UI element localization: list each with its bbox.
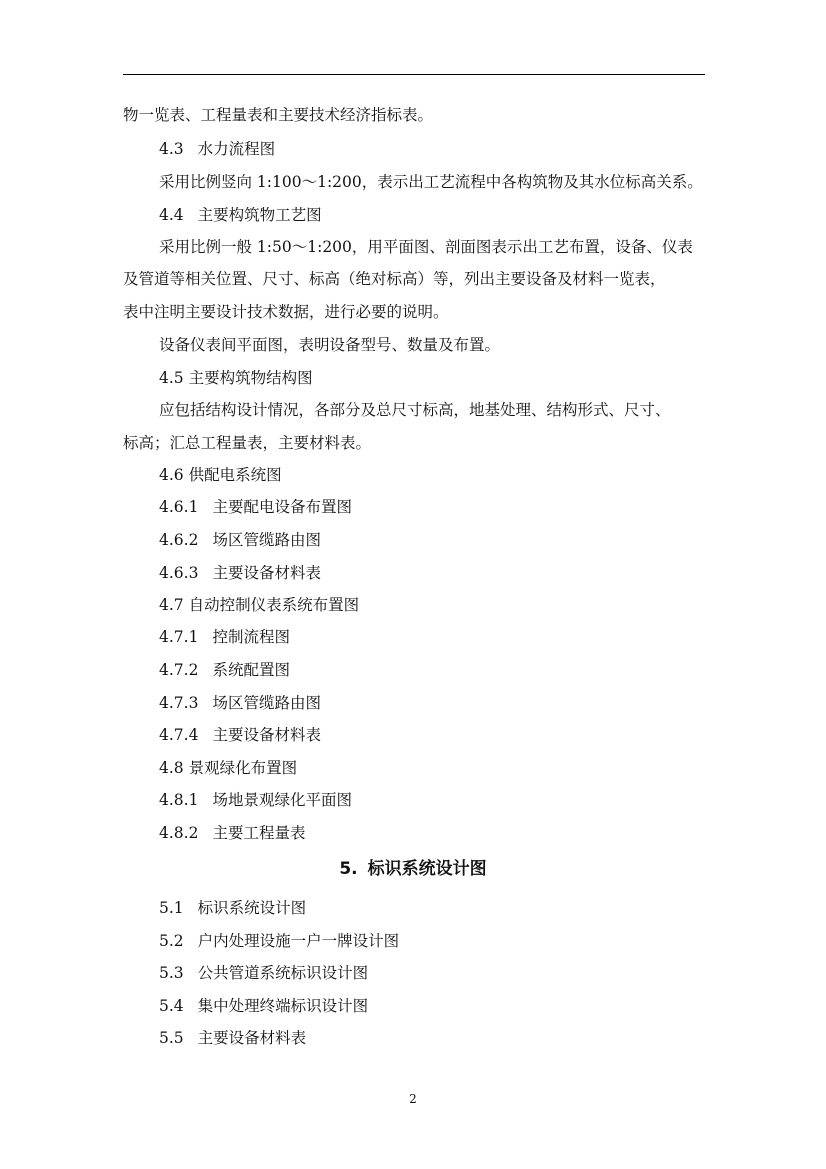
paragraph-line: 应包括结构设计情况，各部分及总尺寸标高，地基处理、结构形式、尺寸、 xyxy=(159,401,671,419)
section-title: 系统配置图 xyxy=(212,661,290,679)
section-4-7-4 xyxy=(159,725,321,745)
section-5-3 xyxy=(159,963,368,983)
section-4-7: 4.7 自动控制仪表系统布置图 xyxy=(159,596,360,614)
paragraph-continuation: 物一览表、工程量表和主要技术经济指标表。 xyxy=(123,106,434,124)
section-number: 4.6.3 xyxy=(159,564,199,582)
section-number: 4.7.3 xyxy=(159,694,199,712)
section-number: 4.7.4 xyxy=(159,726,199,744)
section-title: 主要配电设备布置图 xyxy=(212,498,352,516)
section-5-2 xyxy=(159,931,399,951)
section-number: 4.7.1 xyxy=(159,628,199,646)
section-number: 4.8.1 xyxy=(159,791,199,809)
section-4-6: 4.6 供配电系统图 xyxy=(159,466,282,484)
page-number: 2 xyxy=(409,1092,417,1106)
paragraph-line: 标高；汇总工程量表，主要材料表。 xyxy=(123,434,372,452)
section-number: 4.6.1 xyxy=(159,498,199,516)
section-4-4 xyxy=(159,205,322,225)
paragraph-line: 采用比例竖向 1:100～1:200，表示出工艺流程中各构筑物及其水位标高关系。 xyxy=(159,173,703,191)
section-4-6-3 xyxy=(159,563,321,583)
section-4-3 xyxy=(159,139,275,159)
section-4-7-2 xyxy=(159,660,290,680)
section-title: 场区管缆路由图 xyxy=(212,694,321,712)
section-title: 集中处理终端标识设计图 xyxy=(197,997,369,1015)
section-5-1 xyxy=(159,898,306,918)
section-title: 控制流程图 xyxy=(212,628,290,646)
section-4-6-1 xyxy=(159,497,352,517)
section-number: 5.2 xyxy=(159,932,184,950)
section-title: 主要设备材料表 xyxy=(212,726,321,744)
section-number: 4.3 xyxy=(159,140,184,158)
section-4-7-3 xyxy=(159,693,321,713)
chapter-heading xyxy=(0,859,826,879)
section-title: 主要设备材料表 xyxy=(197,1029,307,1047)
section-number: 5.3 xyxy=(159,964,184,982)
paragraph-line: 设备仪表间平面图，表明设备型号、数量及布置。 xyxy=(159,336,501,354)
section-title: 场区管缆路由图 xyxy=(212,531,321,549)
section-title: 公共管道系统标识设计图 xyxy=(197,964,369,982)
section-title: 水力流程图 xyxy=(197,140,276,158)
section-4-8-2 xyxy=(159,823,305,843)
header-rule xyxy=(123,74,705,75)
section-title: 主要设备材料表 xyxy=(212,564,321,582)
section-number: 5.5 xyxy=(159,1029,184,1047)
section-title: 户内处理设施一户一牌设计图 xyxy=(197,932,400,950)
section-5-4 xyxy=(159,996,368,1016)
section-number: 4.7.2 xyxy=(159,661,199,679)
section-number: 4.8.2 xyxy=(159,824,199,842)
section-number: 4.4 xyxy=(159,206,184,224)
section-title: 场地景观绿化平面图 xyxy=(212,791,352,809)
chapter-title: 标识系统设计图 xyxy=(367,859,487,879)
section-title: 标识系统设计图 xyxy=(197,899,307,917)
section-4-8: 4.8 景观绿化布置图 xyxy=(159,759,298,777)
paragraph-line: 采用比例一般 1:50～1:200，用平面图、剖面图表示出工艺布置，设备、仪表 xyxy=(159,238,693,256)
section-title: 主要构筑物工艺图 xyxy=(197,206,322,224)
paragraph-line: 及管道等相关位置、尺寸、标高（绝对标高）等，列出主要设备及材料一览表， xyxy=(123,270,666,288)
paragraph-line: 表中注明主要设计技术数据，进行必要的说明。 xyxy=(123,303,449,321)
section-number: 5.1 xyxy=(159,899,184,917)
section-4-5: 4.5 主要构筑物结构图 xyxy=(159,369,313,387)
section-number: 5.4 xyxy=(159,997,184,1015)
section-4-8-1 xyxy=(159,790,352,810)
section-4-6-2 xyxy=(159,530,321,550)
section-number: 4.6.2 xyxy=(159,531,199,549)
section-title: 主要工程量表 xyxy=(212,824,306,842)
chapter-number: 5. xyxy=(339,859,358,879)
section-5-5 xyxy=(159,1028,306,1048)
section-4-7-1 xyxy=(159,627,290,647)
